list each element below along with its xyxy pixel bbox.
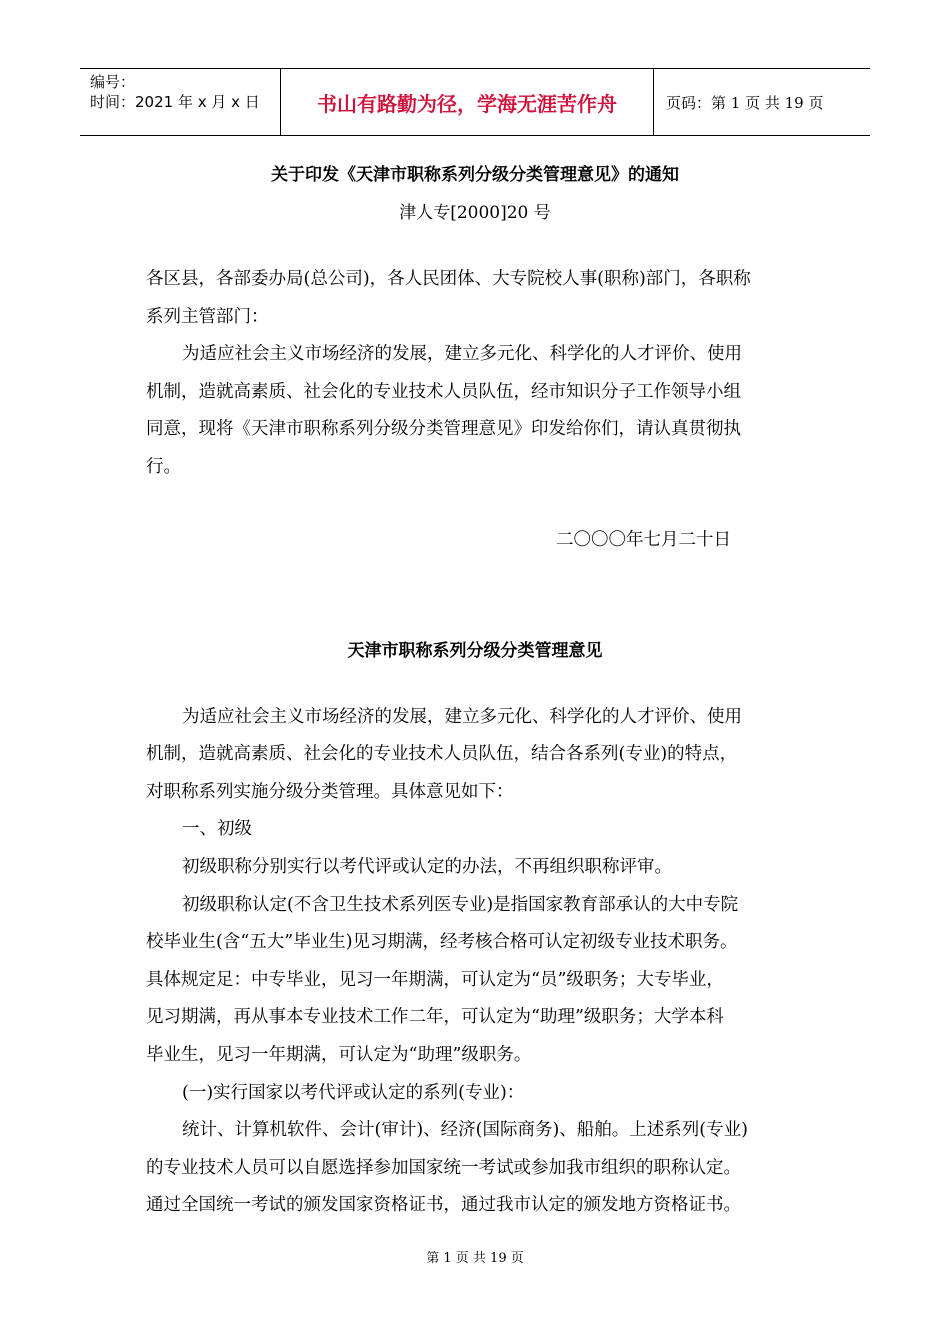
notice-paragraph-line: 为适应社会主义市场经济的发展，建立多元化、科学化的人才评价、使用 <box>182 344 742 364</box>
opinion-paragraph-line: 通过全国统一考试的颁发国家资格证书，通过我市认定的颁发地方资格证书。 <box>146 1195 741 1215</box>
page-footer: 第 1 页 共 19 页 <box>426 1251 524 1266</box>
notice-paragraph-line: 同意，现将《天津市职称系列分级分类管理意见》印发给你们，请认真贯彻执 <box>146 419 741 439</box>
section-heading-primary: 一、初级 <box>182 819 252 839</box>
document-header <box>80 68 870 136</box>
opinion-paragraph-line: 统计、计算机软件、会计(审计)、经济(国际商务)、船舶。上述系列(专业) <box>182 1120 748 1140</box>
opinion-paragraph-line: 毕业生，见习一年期满，可认定为“助理”级职务。 <box>146 1045 532 1065</box>
header-meta <box>80 69 280 135</box>
notice-paragraph-line: 各区县，各部委办局(总公司)，各人民团体、大专院校人事(职称)部门，各职称 <box>146 269 751 289</box>
notice-paragraph-line: 机制，造就高素质、社会化的专业技术人员队伍，经市知识分子工作领导小组 <box>146 382 741 402</box>
header-page-info: 页码：第 1 页 共 19 页 <box>666 93 824 112</box>
opinion-paragraph-line: 具体规定足：中专毕业，见习一年期满，可认定为“员”级职务；大专毕业， <box>146 970 724 990</box>
opinion-paragraph-line: 见习期满，再从事本专业技术工作二年，可认定为“助理”级职务；大学本科 <box>146 1007 724 1027</box>
opinion-paragraph-line: 的专业技术人员可以自愿选择参加国家统一考试或参加我市组织的职称认定。 <box>146 1158 741 1178</box>
opinion-paragraph-line: 为适应社会主义市场经济的发展，建立多元化、科学化的人才评价、使用 <box>182 707 742 727</box>
header-code-label: 编号： <box>90 73 136 91</box>
notice-paragraph-line: 行。 <box>146 457 181 477</box>
opinion-paragraph-line: 初级职称认定(不含卫生技术系列医专业)是指国家教育部承认的大中专院 <box>182 895 739 915</box>
opinion-paragraph-line: 对职称系列实施分级分类管理。具体意见如下： <box>146 782 514 802</box>
notice-doc-number: 津人专[2000]20 号 <box>399 203 551 223</box>
opinion-paragraph-line: 初级职称分别实行以考代评或认定的办法，不再组织职称评审。 <box>182 857 672 877</box>
opinion-paragraph-line: 校毕业生(含“五大”毕业生)见习期满，经考核合格可认定初级专业技术职务。 <box>146 932 738 952</box>
notice-paragraph-line: 系列主管部门： <box>146 307 269 327</box>
notice-date: 二〇〇〇年七月二十日 <box>556 530 731 550</box>
opinion-paragraph-line: 机制，造就高素质、社会化的专业技术人员队伍，结合各系列(专业)的特点， <box>146 744 738 764</box>
header-date-label: 时间：2021 年 x 月 x 日 <box>90 93 260 111</box>
notice-title: 关于印发《天津市职称系列分级分类管理意见》的通知 <box>271 165 679 185</box>
section-heading-sub: (一)实行国家以考代评或认定的系列(专业)： <box>182 1083 525 1103</box>
header-motto: 书山有路勤为径，学海无涯苦作舟 <box>280 69 654 135</box>
opinion-title: 天津市职称系列分级分类管理意见 <box>347 641 603 661</box>
